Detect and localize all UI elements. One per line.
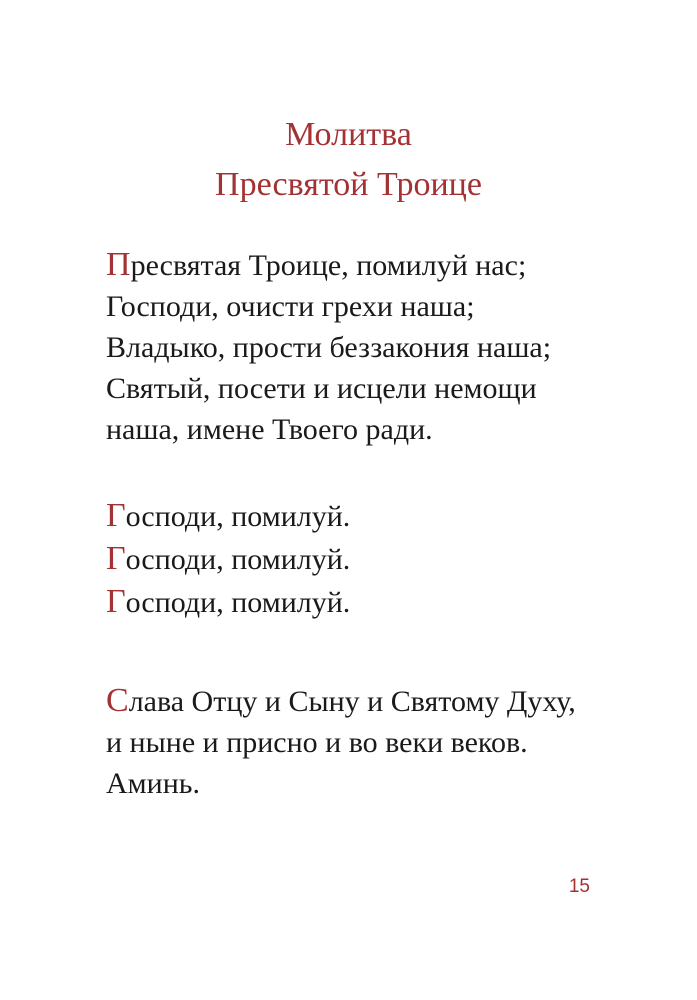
title-line-2: Пресвятой Троице <box>215 166 482 203</box>
page-number: 15 <box>568 876 590 897</box>
prayer-paragraph-glory <box>106 680 666 804</box>
drop-initial: Г <box>106 497 126 534</box>
text-line-rest: осподи, помилуй. <box>125 543 351 576</box>
text-line <box>106 581 666 624</box>
text-line-rest: осподи, помилуй. <box>125 586 351 619</box>
drop-initial: Г <box>106 540 126 577</box>
prayer-paragraph-kyrie <box>106 495 666 624</box>
text-line: наша, имене Твоего ради. <box>106 413 433 446</box>
text-line: Святый, посети и исцели немощи <box>106 372 537 405</box>
text-line <box>106 538 666 581</box>
prayer-paragraph-trinity <box>106 244 666 450</box>
text-line <box>106 244 666 286</box>
drop-initial: Г <box>106 583 126 620</box>
text-line-rest: осподи, помилуй. <box>125 500 351 533</box>
text-line: Аминь. <box>106 767 200 800</box>
text-line <box>106 495 666 538</box>
prayer-title <box>0 110 697 210</box>
text-line: Владыко, прости беззакония наша; <box>106 331 552 364</box>
text-line-rest: лава Отцу и Сыну и Святому Духу, <box>128 685 576 718</box>
text-line: и ныне и присно и во веки веков. <box>106 726 528 759</box>
text-line-rest: ресвятая Троице, помилуй нас; <box>130 249 527 282</box>
drop-initial: П <box>106 246 131 283</box>
drop-initial: С <box>106 682 129 719</box>
title-line-1: Молитва <box>285 116 412 153</box>
text-line <box>106 680 666 722</box>
text-line: Господи, очисти грехи наша; <box>106 290 475 323</box>
